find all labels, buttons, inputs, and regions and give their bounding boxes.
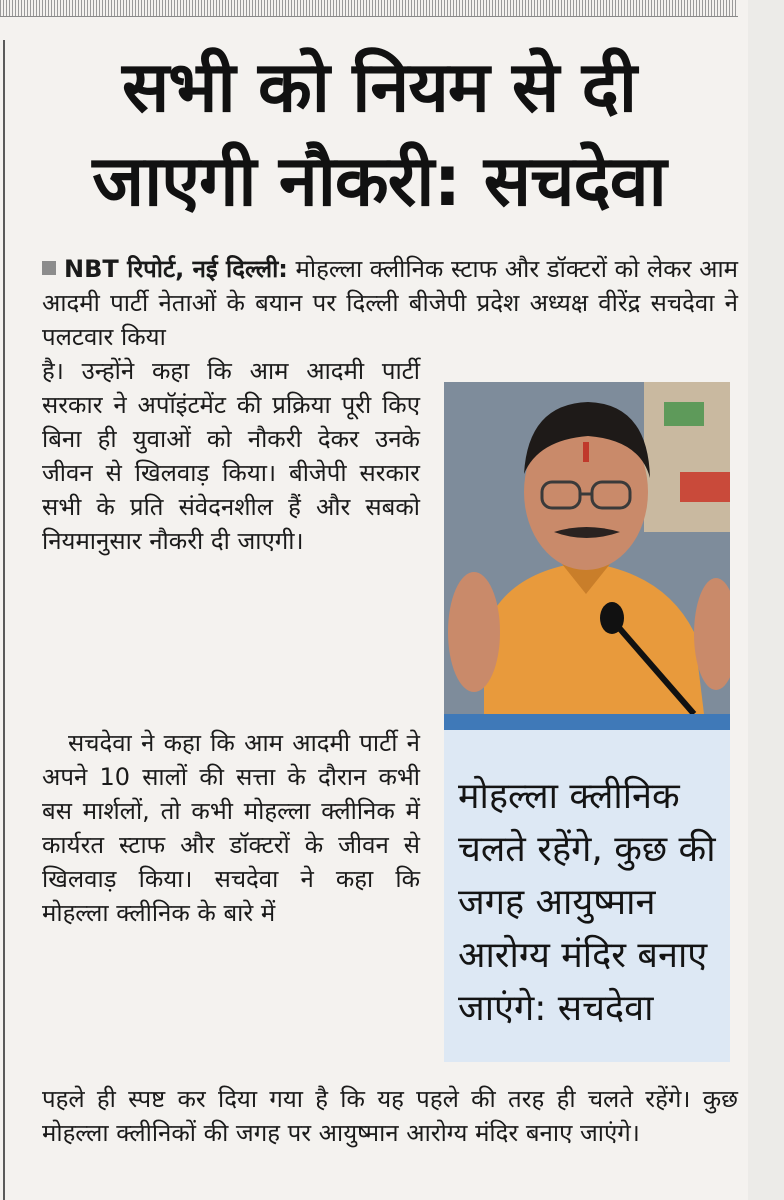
column-rule [3,40,5,1200]
microphone [600,602,624,634]
dateline: NBT रिपोर्ट, नई दिल्ली: [64,255,288,283]
pull-quote: मोहल्ला क्लीनिक चलते रहेंगे, कुछ की जगह आयुष्मान आरोग्य मंदिर बनाए जाएंगे: सचदेवा [444,730,730,1062]
portrait-photo [444,382,730,714]
headline [20,40,738,228]
tilak [583,442,589,462]
paragraph-2-text: सचदेवा ने कहा कि आम आदमी पार्टी ने अपने 10 सालों की सत्ता के दौरान कभी बस मार्शलों, तो कभी मोहल्ला क्लीनिक में कार्यरत स्टाफ और डॉक्टरों के जीवन से खिलवाड़ किया। सचदेवा ने कहा कि मोहल्ला क्लीनिक के बारे में [42,729,420,927]
paragraph-1: है। उन्होंने कहा कि आम आदमी पार्टी सरकार ने अपॉइंटमेंट की प्रक्रिया पूरी किए बिना ही युवाओं को नौकरी देकर उनके जीवन से खिलवाड़ किया। बीजेपी सरकार सभी के प्रति संवेदनशील हैं और सबको नियमानुसार नौकरी दी जाएगी। [42,357,420,555]
backdrop-detail-red [680,472,730,502]
lead-text: मोहल्ला क्लीनिक स्टाफ और डॉक्टरों को लेकर आम आदमी पार्टी नेताओं के बयान पर दिल्ली बीजेपी प्रदेश अध्यक्ष वीरेंद्र सचदेवा ने पलटवार किया [42,255,738,351]
bullet-square [42,261,56,275]
top-rule [0,0,738,17]
headline-line-2: जाएगी नौकरी: सचदेवा [92,140,666,222]
hand-left [448,572,500,692]
portrait-illustration [444,382,730,714]
caption-strip [444,714,730,730]
paragraph-2-continuation: पहले ही स्पष्ट कर दिया गया है कि यह पहले की तरह ही चलते रहेंगे। कुछ मोहल्ला क्लीनिकों की जगह पर आयुष्मान आरोग्य मंदिर बनाए जाएंगे। [42,1085,738,1147]
backdrop-detail [664,402,704,426]
page-edge [748,0,784,1200]
paragraph-2 [42,726,420,930]
lead-paragraph [42,252,738,354]
headline-line-1: सभी को नियम से दी [121,46,637,128]
